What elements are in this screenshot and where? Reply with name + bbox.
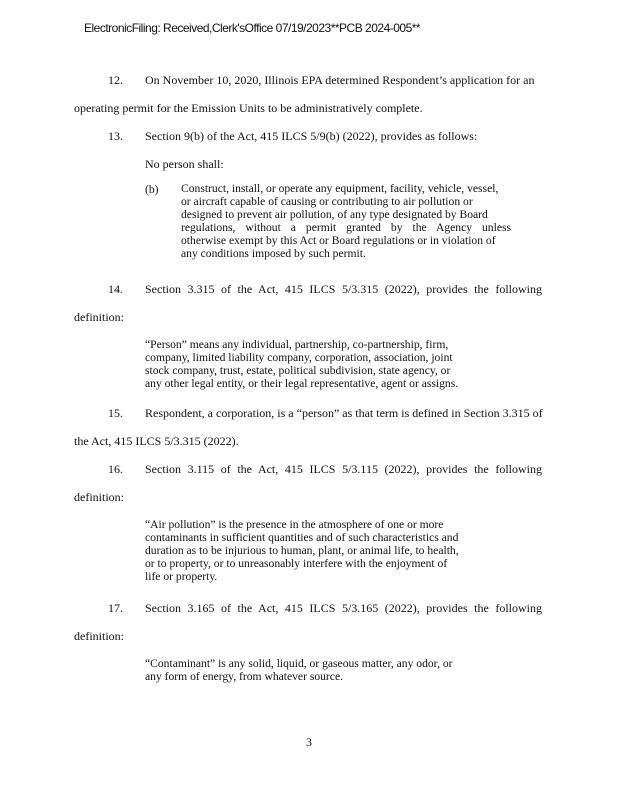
quote-line: regulations, without a permit granted by the Agency unless	[181, 220, 511, 234]
filing-stamp-header: ElectronicFiling: Received,Clerk'sOffice 07/19/2023**PCB 2024-005**	[84, 21, 421, 35]
paragraph-14-continuation: definition:	[74, 310, 124, 324]
paragraph-15-continuation: the Act, 415 ILCS 5/3.315 (2022).	[74, 434, 239, 448]
statute-intro: No person shall:	[145, 157, 224, 171]
paragraph-16-continuation: definition:	[74, 490, 124, 504]
page-number: 3	[306, 735, 312, 749]
paragraph-number: 16.	[108, 462, 123, 476]
definition-block-air-pollution	[145, 518, 475, 583]
quote-line: “Air pollution” is the presence in the atmosphere of one or more	[145, 518, 444, 531]
quote-line: company, limited liability company, corporation, association, joint	[145, 351, 453, 364]
quote-line: or aircraft capable of causing or contributing to air pollution or	[181, 194, 473, 208]
paragraph-12-continuation: operating permit for the Emission Units to be administratively complete.	[74, 101, 423, 115]
quote-line: stock company, trust, estate, political subdivision, state agency, or	[145, 364, 451, 377]
quote-line: or to property, or to unreasonably interfere with the enjoyment of	[145, 557, 448, 570]
quote-line: designed to prevent air pollution, of any type designated by Board	[181, 207, 488, 221]
quote-line: life or property.	[145, 570, 218, 583]
paragraph-text: Section 3.315 of the Act, 415 ILCS 5/3.315 (2022), provides the following	[145, 282, 542, 296]
paragraph-number: 14.	[108, 282, 123, 296]
quote-line: Construct, install, or operate any equipment, facility, vehicle, vessel,	[181, 182, 499, 195]
quote-line: duration as to be injurious to human, plant, or animal life, to health,	[145, 544, 459, 557]
definition-block-contaminant	[145, 657, 475, 683]
paragraph-text: On November 10, 2020, Illinois EPA determined Respondent’s application for an	[145, 73, 535, 87]
paragraph-number: 15.	[108, 406, 123, 420]
quote-line: “Contaminant” is any solid, liquid, or gaseous matter, any odor, or	[145, 657, 453, 670]
paragraph-text: Section 3.165 of the Act, 415 ILCS 5/3.165 (2022), provides the following	[145, 601, 542, 615]
paragraph-number: 13.	[108, 129, 123, 143]
quote-line: “Person” means any individual, partnership, co-partnership, firm,	[145, 338, 449, 351]
paragraph-number: 12.	[108, 73, 123, 87]
quote-line: otherwise exempt by this Act or Board regulations or in violation of	[181, 233, 496, 247]
quote-line: any form of energy, from whatever source.	[145, 670, 343, 683]
paragraph-17-continuation: definition:	[74, 629, 124, 643]
quote-line: any other legal entity, or their legal representative, agent or assigns.	[145, 377, 459, 390]
paragraph-number: 17.	[108, 601, 123, 615]
paragraph-text: Respondent, a corporation, is a “person” as that term is defined in Section 3.315 of	[145, 406, 543, 420]
subsection-b-text	[181, 183, 511, 260]
quote-line: contaminants in sufficient quantities and of such characteristics and	[145, 531, 459, 544]
paragraph-text: Section 3.115 of the Act, 415 ILCS 5/3.115 (2022), provides the following	[145, 462, 542, 476]
quote-line: any conditions imposed by such permit.	[181, 246, 366, 260]
definition-block-person	[145, 338, 475, 390]
paragraph-text: Section 9(b) of the Act, 415 ILCS 5/9(b) (2022), provides as follows:	[145, 129, 478, 143]
subsection-label: (b)	[145, 183, 159, 196]
